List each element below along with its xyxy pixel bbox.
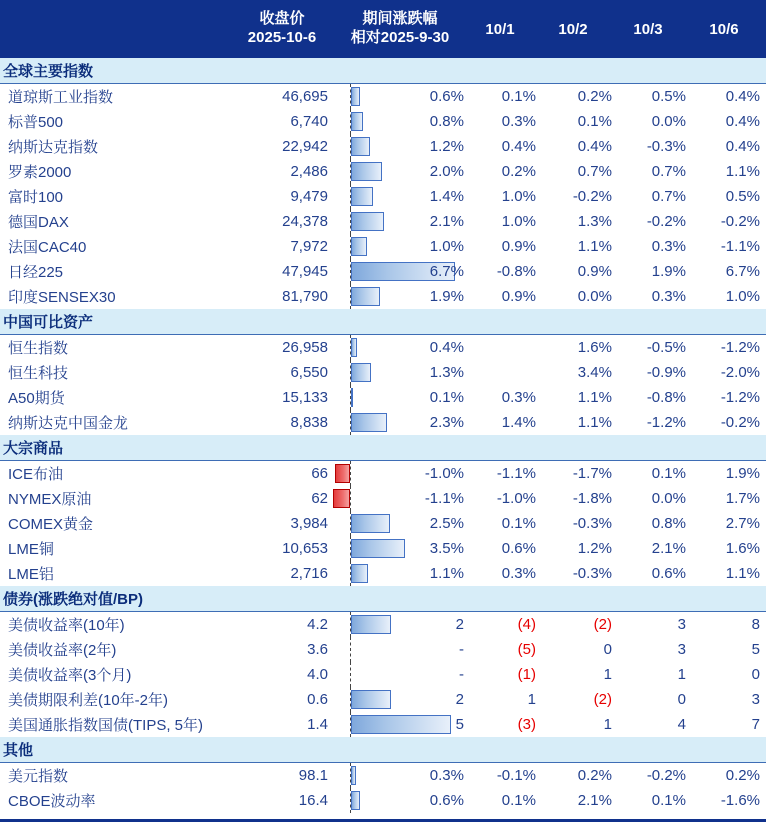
bar-axis bbox=[350, 486, 351, 511]
table-row bbox=[0, 259, 766, 284]
section-header bbox=[0, 309, 766, 335]
close-value: 7,972 bbox=[290, 238, 328, 255]
section-header bbox=[0, 737, 766, 763]
row-name: 法国CAC40 bbox=[8, 239, 87, 256]
day-value: -1.0% bbox=[496, 490, 536, 507]
table-row bbox=[0, 763, 766, 788]
close-value: 4.0 bbox=[307, 666, 328, 683]
day-value: (1) bbox=[517, 666, 536, 683]
day-value: 1.4% bbox=[501, 414, 536, 431]
day-value: 0.6% bbox=[501, 540, 536, 557]
close-value: 3.6 bbox=[307, 641, 328, 658]
row-name: 恒生指数 bbox=[8, 340, 69, 357]
table-row bbox=[0, 662, 766, 687]
change-value-label: 5 bbox=[455, 716, 464, 733]
change-bar-cell bbox=[332, 284, 468, 309]
negative-bar bbox=[333, 489, 350, 508]
change-value-label: 1.3% bbox=[429, 364, 464, 381]
day-value: 0.1% bbox=[501, 88, 536, 105]
change-bar-cell bbox=[332, 486, 468, 511]
header-day-2: 10/2 bbox=[558, 20, 588, 38]
day-value: 0.5% bbox=[651, 88, 686, 105]
day-value: (3) bbox=[517, 716, 536, 733]
day-value: 0.1% bbox=[577, 113, 612, 130]
positive-bar bbox=[351, 87, 360, 106]
change-value-label: 6.7% bbox=[429, 263, 464, 280]
table-row bbox=[0, 461, 766, 486]
change-bar-cell bbox=[332, 385, 468, 410]
header-close-label: 收盘价 bbox=[259, 10, 305, 28]
day-value: -0.3% bbox=[572, 515, 612, 532]
close-value: 81,790 bbox=[282, 288, 328, 305]
day-value: 1 bbox=[603, 716, 612, 733]
day-value: 2.1% bbox=[577, 792, 612, 809]
positive-bar bbox=[351, 791, 360, 810]
section-title: 全球主要指数 bbox=[3, 63, 94, 80]
day-value: -0.9% bbox=[646, 364, 686, 381]
day-value: 0.4% bbox=[577, 138, 612, 155]
row-name: 纳斯达克指数 bbox=[8, 139, 99, 156]
day-value: 0.3% bbox=[651, 238, 686, 255]
day-value: -0.8% bbox=[646, 389, 686, 406]
section-title: 大宗商品 bbox=[3, 440, 64, 457]
day-value: 4 bbox=[677, 716, 686, 733]
change-bar-cell bbox=[332, 134, 468, 159]
change-value-label: 2.3% bbox=[429, 414, 464, 431]
day-value: 0 bbox=[751, 666, 760, 683]
day-value: 0.7% bbox=[577, 163, 612, 180]
day-value: 0.5% bbox=[725, 188, 760, 205]
change-bar-cell bbox=[332, 461, 468, 486]
positive-bar bbox=[351, 690, 391, 709]
day-value: -1.1% bbox=[496, 465, 536, 482]
change-value-label: 2.5% bbox=[429, 515, 464, 532]
change-bar-cell bbox=[332, 662, 468, 687]
close-value: 3,984 bbox=[290, 515, 328, 532]
change-value-label: 1.9% bbox=[429, 288, 464, 305]
change-value-label: 2.0% bbox=[429, 163, 464, 180]
table-row bbox=[0, 184, 766, 209]
table-body bbox=[0, 58, 766, 813]
section-title: 中国可比资产 bbox=[3, 314, 94, 331]
day-value: 0.8% bbox=[651, 515, 686, 532]
day-value: 2.7% bbox=[725, 515, 760, 532]
day-value: 2.1% bbox=[651, 540, 686, 557]
day-value: 1 bbox=[527, 691, 536, 708]
table-row bbox=[0, 612, 766, 637]
day-value: 0.9% bbox=[501, 238, 536, 255]
row-name: 日经225 bbox=[8, 264, 64, 281]
day-value: -0.3% bbox=[572, 565, 612, 582]
close-value: 0.6 bbox=[307, 691, 328, 708]
day-value: -1.7% bbox=[572, 465, 612, 482]
change-value-label: 3.5% bbox=[429, 540, 464, 557]
day-value: -0.1% bbox=[496, 767, 536, 784]
section-title: 其他 bbox=[3, 742, 34, 759]
day-value: 1 bbox=[603, 666, 612, 683]
day-value: 0.3% bbox=[501, 565, 536, 582]
table-row bbox=[0, 511, 766, 536]
change-value-label: -1.0% bbox=[424, 465, 464, 482]
table-row bbox=[0, 788, 766, 813]
row-name: 道琼斯工业指数 bbox=[8, 89, 114, 106]
bar-axis bbox=[350, 461, 351, 486]
day-value: 0.1% bbox=[651, 465, 686, 482]
close-value: 2,486 bbox=[290, 163, 328, 180]
positive-bar bbox=[351, 162, 382, 181]
header-close-date: 2025-10-6 bbox=[247, 29, 317, 46]
header-change-sub: 相对2025-9-30 bbox=[350, 29, 450, 46]
day-value: -1.6% bbox=[720, 792, 760, 809]
row-name: 美债期限利差(10年-2年) bbox=[8, 692, 169, 709]
day-value: -0.2% bbox=[720, 414, 760, 431]
day-value: 0.1% bbox=[501, 792, 536, 809]
day-value: 1.0% bbox=[501, 213, 536, 230]
row-name: A50期货 bbox=[8, 390, 65, 407]
close-value: 47,945 bbox=[282, 263, 328, 280]
day-value: 0.7% bbox=[651, 163, 686, 180]
day-value: 0.2% bbox=[725, 767, 760, 784]
table-row bbox=[0, 712, 766, 737]
day-value: 1.1% bbox=[577, 389, 612, 406]
change-bar-cell bbox=[332, 159, 468, 184]
day-value: 0.4% bbox=[725, 113, 760, 130]
change-bar-cell bbox=[332, 209, 468, 234]
day-value: 3 bbox=[677, 616, 686, 633]
day-value: -0.2% bbox=[720, 213, 760, 230]
section-header bbox=[0, 435, 766, 461]
change-bar-cell bbox=[332, 335, 468, 360]
row-name: CBOE波动率 bbox=[8, 793, 96, 810]
row-name: 标普500 bbox=[8, 114, 64, 131]
header-day-1: 10/1 bbox=[485, 20, 515, 38]
row-name: 美债收益率(10年) bbox=[8, 617, 125, 634]
close-value: 46,695 bbox=[282, 88, 328, 105]
close-value: 22,942 bbox=[282, 138, 328, 155]
change-value-label: 1.1% bbox=[429, 565, 464, 582]
day-value: 0.4% bbox=[725, 138, 760, 155]
header-period-change bbox=[332, 10, 468, 48]
table-row bbox=[0, 536, 766, 561]
table-row bbox=[0, 410, 766, 435]
table-row bbox=[0, 637, 766, 662]
header-day-3: 10/3 bbox=[633, 20, 663, 38]
bar-axis bbox=[350, 662, 351, 687]
day-value: -0.8% bbox=[496, 263, 536, 280]
close-value: 62 bbox=[311, 490, 328, 507]
row-name: ICE布油 bbox=[8, 466, 64, 483]
close-value: 9,479 bbox=[290, 188, 328, 205]
close-value: 24,378 bbox=[282, 213, 328, 230]
day-value: 0.1% bbox=[501, 515, 536, 532]
positive-bar bbox=[351, 388, 353, 407]
change-bar-cell bbox=[332, 637, 468, 662]
day-value: 0.7% bbox=[651, 188, 686, 205]
change-value-label: 0.4% bbox=[429, 339, 464, 356]
day-value: (2) bbox=[593, 691, 612, 708]
change-bar-cell bbox=[332, 687, 468, 712]
day-value: 5 bbox=[751, 641, 760, 658]
section-title: 债券(涨跌绝对值/BP) bbox=[3, 591, 143, 608]
positive-bar bbox=[351, 212, 384, 231]
row-name: 罗素2000 bbox=[8, 164, 72, 181]
day-value: 1.9% bbox=[725, 465, 760, 482]
change-value-label: -1.1% bbox=[424, 490, 464, 507]
day-value: -0.2% bbox=[646, 213, 686, 230]
row-name: LME铝 bbox=[8, 566, 54, 583]
change-value-label: 1.4% bbox=[429, 188, 464, 205]
day-value: 0.1% bbox=[651, 792, 686, 809]
positive-bar bbox=[351, 615, 391, 634]
day-value: 1 bbox=[677, 666, 686, 683]
change-value-label: 2 bbox=[455, 616, 464, 633]
positive-bar bbox=[351, 514, 390, 533]
close-value: 4.2 bbox=[307, 616, 328, 633]
positive-bar bbox=[351, 187, 373, 206]
day-value: 3 bbox=[677, 641, 686, 658]
change-bar-cell bbox=[332, 184, 468, 209]
close-value: 6,740 bbox=[290, 113, 328, 130]
close-value: 1.4 bbox=[307, 716, 328, 733]
close-value: 16.4 bbox=[298, 792, 328, 809]
change-value-label: - bbox=[459, 666, 464, 683]
day-value: -1.1% bbox=[720, 238, 760, 255]
change-bar-cell bbox=[332, 84, 468, 109]
day-value: 1.6% bbox=[725, 540, 760, 557]
close-value: 8,838 bbox=[290, 414, 328, 431]
day-value: 6.7% bbox=[725, 263, 760, 280]
section-header bbox=[0, 58, 766, 84]
row-name: LME铜 bbox=[8, 541, 54, 558]
table-row bbox=[0, 234, 766, 259]
change-value-label: 1.0% bbox=[429, 238, 464, 255]
day-value: 0.2% bbox=[577, 88, 612, 105]
day-value: 1.1% bbox=[725, 565, 760, 582]
row-name: 美债收益率(3个月) bbox=[8, 667, 132, 684]
day-value: 0.0% bbox=[651, 113, 686, 130]
day-value: 0.0% bbox=[577, 288, 612, 305]
row-name: 美债收益率(2年) bbox=[8, 642, 117, 659]
day-value: 1.3% bbox=[577, 213, 612, 230]
change-value-label: 0.3% bbox=[429, 767, 464, 784]
table-row bbox=[0, 84, 766, 109]
table-row bbox=[0, 134, 766, 159]
day-value: 3 bbox=[751, 691, 760, 708]
close-value: 66 bbox=[311, 465, 328, 482]
day-value: -1.2% bbox=[720, 389, 760, 406]
day-value: -2.0% bbox=[720, 364, 760, 381]
table-row bbox=[0, 687, 766, 712]
day-value: 0 bbox=[603, 641, 612, 658]
day-value: -0.3% bbox=[646, 138, 686, 155]
change-value-label: 0.6% bbox=[429, 88, 464, 105]
table-row bbox=[0, 209, 766, 234]
day-value: 1.1% bbox=[577, 414, 612, 431]
day-value: 1.6% bbox=[577, 339, 612, 356]
row-name: COMEX黄金 bbox=[8, 516, 94, 533]
day-value: 1.7% bbox=[725, 490, 760, 507]
day-value: -1.8% bbox=[572, 490, 612, 507]
header-change-label: 期间涨跌幅 bbox=[362, 10, 438, 28]
table-row bbox=[0, 360, 766, 385]
change-bar-cell bbox=[332, 360, 468, 385]
day-value: 0.3% bbox=[501, 389, 536, 406]
day-value: 1.9% bbox=[651, 263, 686, 280]
row-name: NYMEX原油 bbox=[8, 491, 92, 508]
close-value: 98.1 bbox=[298, 767, 328, 784]
table-row bbox=[0, 109, 766, 134]
day-value: 1.1% bbox=[725, 163, 760, 180]
row-name: 德国DAX bbox=[8, 214, 69, 231]
close-value: 6,550 bbox=[290, 364, 328, 381]
positive-bar bbox=[351, 715, 451, 734]
positive-bar bbox=[351, 137, 370, 156]
change-value-label: 1.2% bbox=[429, 138, 464, 155]
change-value-label: 0.1% bbox=[429, 389, 464, 406]
positive-bar bbox=[351, 363, 371, 382]
row-name: 恒生科技 bbox=[8, 365, 69, 382]
day-value: 0.9% bbox=[577, 263, 612, 280]
positive-bar bbox=[351, 766, 356, 785]
change-bar-cell bbox=[332, 712, 468, 737]
table-row bbox=[0, 385, 766, 410]
day-value: 1.2% bbox=[577, 540, 612, 557]
day-value: 0.4% bbox=[725, 88, 760, 105]
positive-bar bbox=[351, 287, 380, 306]
negative-bar bbox=[335, 464, 351, 483]
day-value: 0.4% bbox=[501, 138, 536, 155]
table-row bbox=[0, 284, 766, 309]
day-value: -1.2% bbox=[720, 339, 760, 356]
change-bar-cell bbox=[332, 788, 468, 813]
change-value-label: 0.8% bbox=[429, 113, 464, 130]
change-bar-cell bbox=[332, 109, 468, 134]
day-value: 0.2% bbox=[501, 163, 536, 180]
positive-bar bbox=[351, 338, 357, 357]
day-value: 0.6% bbox=[651, 565, 686, 582]
positive-bar bbox=[351, 539, 405, 558]
change-value-label: 2.1% bbox=[429, 213, 464, 230]
day-value: -0.5% bbox=[646, 339, 686, 356]
row-name: 美元指数 bbox=[8, 768, 69, 785]
change-bar-cell bbox=[332, 561, 468, 586]
positive-bar bbox=[351, 564, 368, 583]
table-row bbox=[0, 561, 766, 586]
day-value: 0.0% bbox=[651, 490, 686, 507]
day-value: 7 bbox=[751, 716, 760, 733]
day-value: 1.1% bbox=[577, 238, 612, 255]
close-value: 26,958 bbox=[282, 339, 328, 356]
table-row bbox=[0, 335, 766, 360]
table-header-row bbox=[0, 0, 766, 58]
day-value: -0.2% bbox=[572, 188, 612, 205]
change-value-label: - bbox=[459, 641, 464, 658]
change-bar-cell bbox=[332, 612, 468, 637]
positive-bar bbox=[351, 237, 367, 256]
positive-bar bbox=[351, 112, 363, 131]
change-value-label: 2 bbox=[455, 691, 464, 708]
table-row bbox=[0, 159, 766, 184]
table-row bbox=[0, 486, 766, 511]
positive-bar bbox=[351, 413, 387, 432]
day-value: 0.3% bbox=[651, 288, 686, 305]
row-name: 富时100 bbox=[8, 189, 64, 206]
day-value: -0.2% bbox=[646, 767, 686, 784]
change-value-label: 0.6% bbox=[429, 792, 464, 809]
change-bar-cell bbox=[332, 536, 468, 561]
day-value: 0 bbox=[677, 691, 686, 708]
close-value: 2,716 bbox=[290, 565, 328, 582]
row-name: 纳斯达克中国金龙 bbox=[8, 415, 129, 432]
header-close-price bbox=[232, 10, 332, 48]
day-value: 0.3% bbox=[501, 113, 536, 130]
day-value: 0.2% bbox=[577, 767, 612, 784]
day-value: (2) bbox=[593, 616, 612, 633]
bar-axis bbox=[350, 637, 351, 662]
change-bar-cell bbox=[332, 234, 468, 259]
day-value: (5) bbox=[517, 641, 536, 658]
change-bar-cell bbox=[332, 410, 468, 435]
day-value: 1.0% bbox=[501, 188, 536, 205]
day-value: 8 bbox=[751, 616, 760, 633]
row-name: 印度SENSEX30 bbox=[8, 289, 116, 306]
close-value: 15,133 bbox=[282, 389, 328, 406]
day-value: (4) bbox=[517, 616, 536, 633]
change-bar-cell bbox=[332, 259, 468, 284]
row-name: 美国通胀指数国债(TIPS, 5年) bbox=[8, 717, 204, 734]
day-value: 0.9% bbox=[501, 288, 536, 305]
change-bar-cell bbox=[332, 511, 468, 536]
header-day-4: 10/6 bbox=[709, 20, 739, 38]
day-value: 3.4% bbox=[577, 364, 612, 381]
close-value: 10,653 bbox=[282, 540, 328, 557]
section-header bbox=[0, 586, 766, 612]
day-value: -1.2% bbox=[646, 414, 686, 431]
day-value: 1.0% bbox=[725, 288, 760, 305]
change-bar-cell bbox=[332, 763, 468, 788]
